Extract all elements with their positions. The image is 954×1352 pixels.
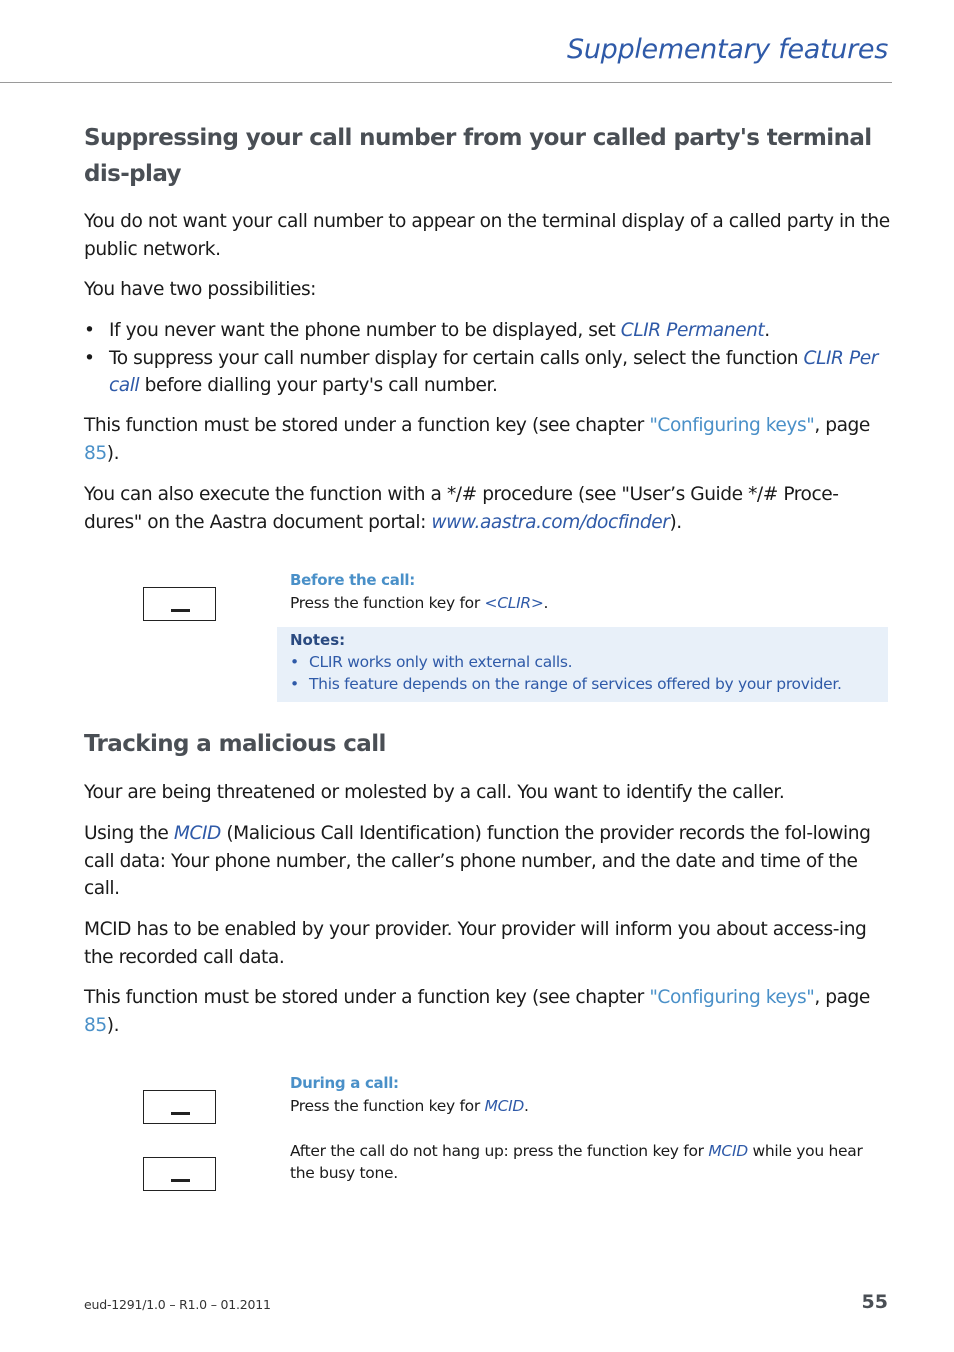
paragraph-text: MCID has to be enabled by your provider. Your provider will inform you about access-ing the recorded call data. xyxy=(84,919,867,968)
paragraph-possibilities xyxy=(84,276,890,304)
function-key-icon xyxy=(143,587,216,621)
options-list xyxy=(84,317,890,400)
list-item xyxy=(84,345,890,400)
step-instruction xyxy=(290,592,880,614)
paragraph-text: ). xyxy=(669,511,682,533)
notes-list xyxy=(290,652,842,695)
page-number: 55 xyxy=(861,1291,888,1313)
list-item xyxy=(84,317,890,345)
header-divider xyxy=(0,82,892,83)
mcid-key-term: MCID xyxy=(484,1097,525,1115)
clir-key-term: <CLIR> xyxy=(484,594,544,612)
document-id: eud-1291/1.0 – R1.0 – 01.2011 xyxy=(84,1297,271,1312)
step-instruction xyxy=(290,1095,880,1117)
step-text: Press the function key for xyxy=(290,594,485,612)
bullet-text: To suppress your call number display for certain calls only, select the function xyxy=(109,347,804,369)
paragraph-procedure xyxy=(84,481,890,536)
step-label-during-call: During a call: xyxy=(290,1074,399,1092)
notes-box xyxy=(277,627,888,702)
clir-per-call-link[interactable]: CLIR Per call xyxy=(109,347,878,396)
clir-permanent-link[interactable]: CLIR Permanent xyxy=(620,320,765,341)
paragraph-text: , page xyxy=(814,987,870,1008)
paragraph-text: ). xyxy=(106,1014,120,1036)
page-reference-link[interactable]: 85 xyxy=(84,442,107,464)
configuring-keys-link[interactable]: "Configuring keys" xyxy=(649,987,815,1008)
note-item: • This feature depends on the range of services offered by your provider. xyxy=(290,674,842,696)
configuring-keys-link[interactable]: "Configuring keys" xyxy=(649,415,815,436)
bullet-text: before dialling your party's call number. xyxy=(139,375,498,396)
note-item: • CLIR works only with external calls. xyxy=(290,652,842,674)
paragraph-intro-text: You do not want your call number to appear on the terminal display of a called party in the public network. xyxy=(84,211,890,260)
paragraph-threatened xyxy=(84,779,890,807)
mcid-link[interactable]: MCID xyxy=(173,823,221,844)
step-text: . xyxy=(524,1097,529,1115)
step-instruction xyxy=(290,1140,880,1184)
section-heading-malicious-call: Tracking a malicious call xyxy=(84,731,386,757)
step-label-before-call: Before the call: xyxy=(290,571,415,589)
docfinder-link[interactable]: www.aastra.com/docfinder xyxy=(431,511,670,533)
paragraph-text: This function must be stored under a function key (see chapter xyxy=(84,415,650,436)
page-reference-link[interactable]: 85 xyxy=(84,1014,107,1036)
step-text: Press the function key for xyxy=(290,1097,485,1115)
paragraph-text: Your are being threatened or molested by a call. You want to identify the caller. xyxy=(84,782,785,803)
paragraph-text: Using the xyxy=(84,823,174,844)
paragraph-stored-key xyxy=(84,412,890,467)
paragraph-possibilities-text: You have two possibilities: xyxy=(84,279,316,300)
paragraph-text: , page xyxy=(814,415,870,436)
function-key-icon xyxy=(143,1157,216,1191)
paragraph-text: This function must be stored under a function key (see chapter xyxy=(84,987,650,1008)
paragraph-intro xyxy=(84,208,890,263)
notes-title: Notes: xyxy=(290,631,346,649)
mcid-key-term: MCID xyxy=(708,1142,748,1160)
section-heading-suppress-number: Suppressing your call number from your called party's terminal dis-play xyxy=(84,125,872,187)
paragraph-provider xyxy=(84,916,890,971)
step-text: After the call do not hang up: press the function key for xyxy=(290,1142,709,1160)
bullet-text: . xyxy=(764,320,770,341)
paragraph-mcid xyxy=(84,820,890,903)
paragraph-text: You can also execute the function with a */# procedure (see "User’s Guide */# Proce-dures" on the Aastra document portal: xyxy=(84,484,839,533)
paragraph-text: ). xyxy=(106,442,120,464)
step-text: while you hear the busy tone. xyxy=(290,1142,863,1182)
running-header: Supplementary features xyxy=(567,34,888,65)
paragraph-text: (Malicious Call Identification) function the provider records the fol-lowing call data: Your phone number, the caller’s phone number, and the date and time of the call. xyxy=(84,823,871,899)
step-text: . xyxy=(543,594,549,612)
bullet-text: If you never want the phone number to be displayed, set xyxy=(109,320,621,341)
function-key-icon xyxy=(143,1090,216,1124)
paragraph-stored-key-2 xyxy=(84,984,890,1039)
